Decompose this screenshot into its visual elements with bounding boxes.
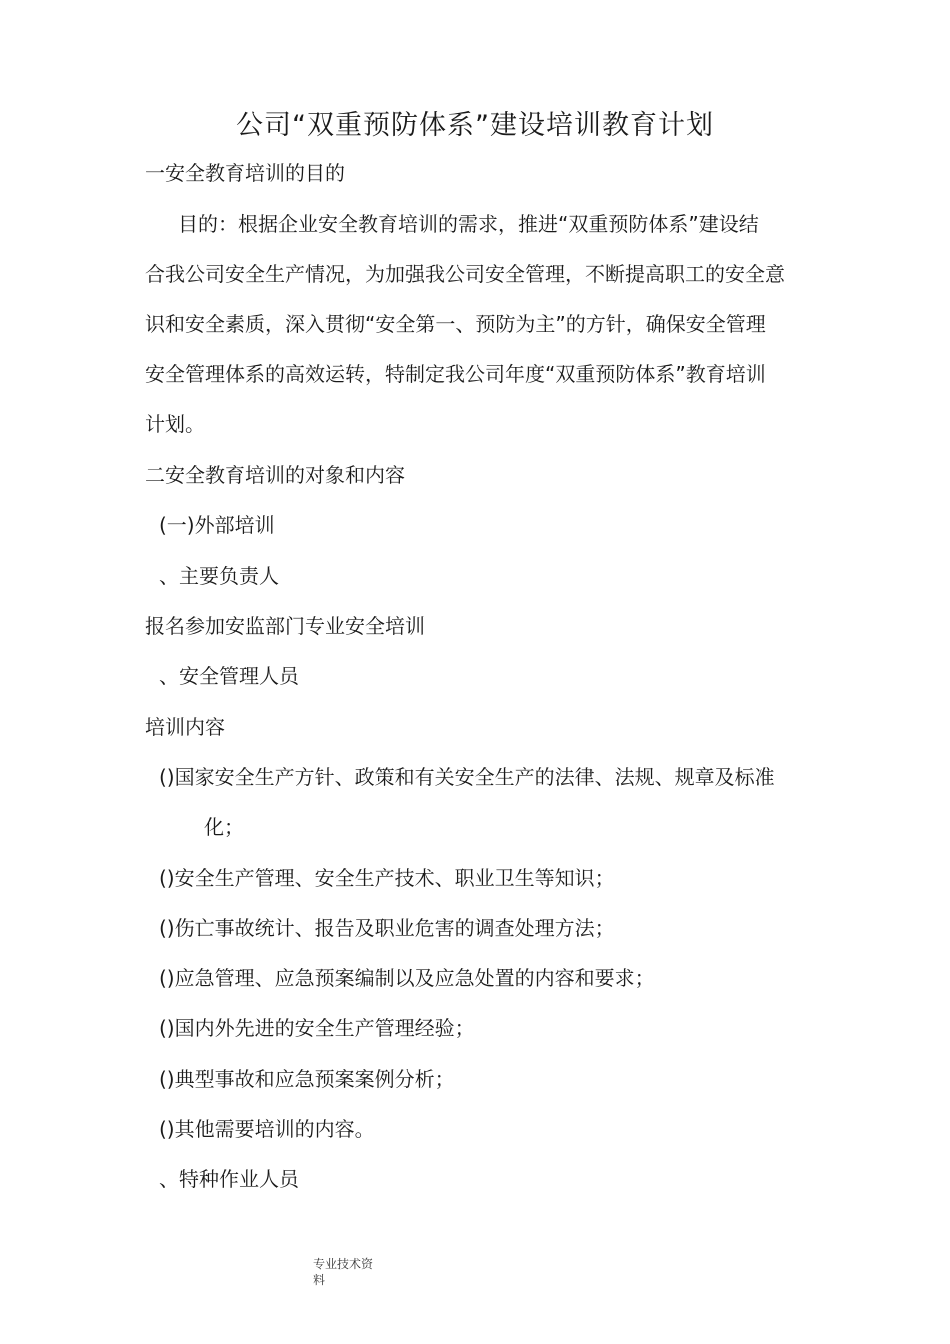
principal-text: 报名参加安监部门专业安全培训: [145, 614, 425, 638]
purpose-line-2: 合我公司安全生产情况，为加强我公司安全管理，不断提高职工的安全意: [145, 262, 785, 286]
item-principal: 、主要负责人: [159, 564, 279, 588]
content-item-4: ()应急管理、应急预案编制以及应急处置的内容和要求；: [159, 966, 655, 990]
content-heading: 培训内容: [145, 715, 225, 739]
content-item-3: ()伤亡事故统计、报告及职业危害的调查处理方法；: [159, 916, 615, 940]
footer-line-2: 料: [313, 1273, 326, 1287]
content-item-6: ()典型事故和应急预案案例分析；: [159, 1067, 455, 1091]
page-footer: [313, 1256, 373, 1288]
content-item-5: ()国内外先进的安全生产管理经验；: [159, 1016, 475, 1040]
purpose-line-4: 安全管理体系的高效运转，特制定我公司年度“双重预防体系”教育培训: [145, 362, 766, 386]
external-training-heading: (一)外部培训: [159, 513, 275, 537]
content-item-2: ()安全生产管理、安全生产技术、职业卫生等知识；: [159, 866, 615, 890]
content-item-1: ()国家安全生产方针、政策和有关安全生产的法律、法规、规章及标准: [159, 765, 775, 789]
footer-line-1: 专业技术资: [313, 1257, 374, 1271]
content-item-7: ()其他需要培训的内容。: [159, 1117, 375, 1141]
section-1-heading: 一安全教育培训的目的: [145, 161, 345, 185]
page-title: 公司“双重预防体系”建设培训教育计划: [236, 110, 714, 141]
section-2-heading: 二安全教育培训的对象和内容: [145, 463, 405, 487]
item-managers: 、安全管理人员: [159, 664, 299, 688]
purpose-line-1: 目的：根据企业安全教育培训的需求，推进“双重预防体系”建设结: [178, 212, 759, 236]
item-special-workers: 、特种作业人员: [159, 1167, 299, 1191]
purpose-line-5: 计划。: [145, 412, 205, 436]
purpose-line-3: 识和安全素质，深入贯彻“安全第一、预防为主”的方针，确保安全管理: [145, 312, 766, 336]
content-item-1-cont: 化；: [204, 815, 244, 839]
